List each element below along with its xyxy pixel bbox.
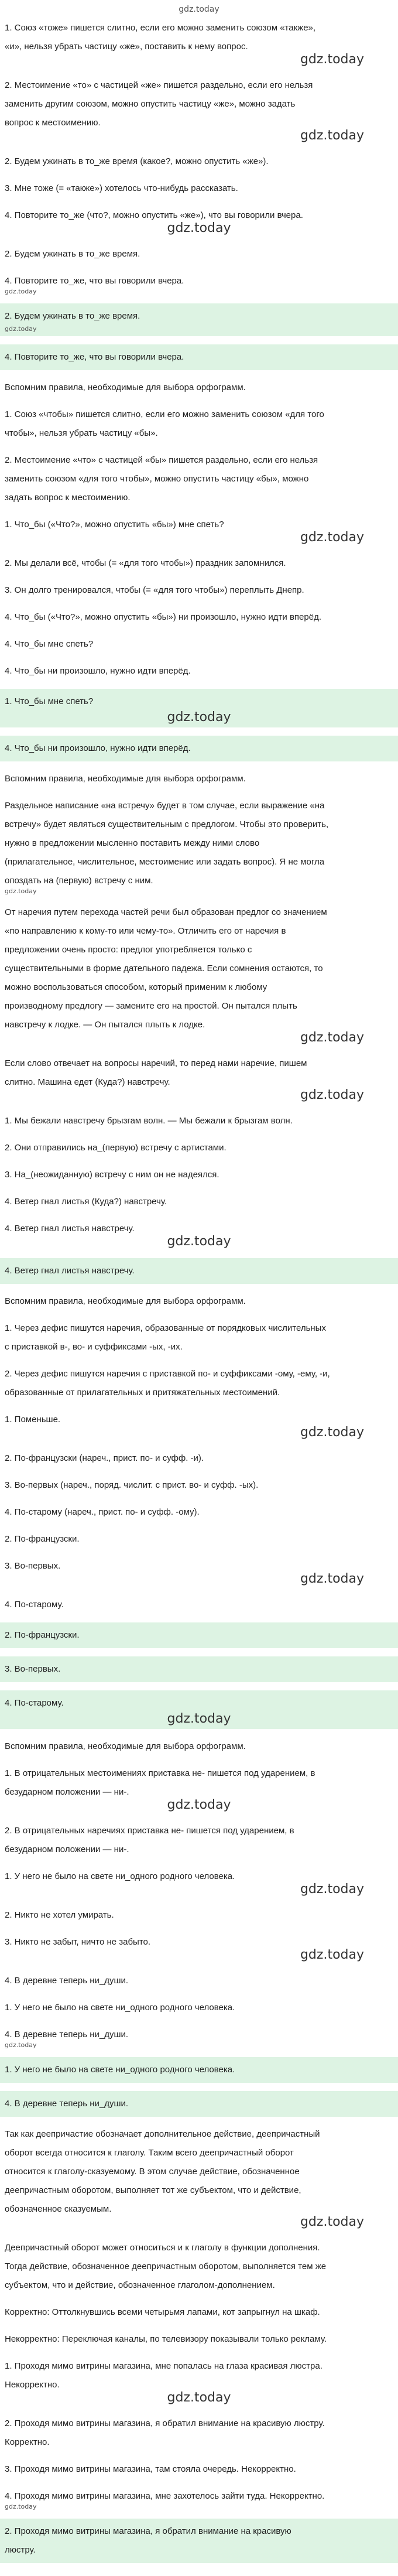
- text-line: 3. Во-первых (нареч., поряд. числит. с прист. во- и суфф. -ых).: [5, 1480, 259, 1490]
- text-line: Раздельное написание «на встречу» будет в том случае, если выражение «на: [5, 801, 325, 811]
- text-line: 4. По-старому (нареч., прист. по- и суфф. -ому).: [5, 1507, 200, 1517]
- text-paragraph: [5, 581, 393, 600]
- text-paragraph: [5, 152, 393, 171]
- text-line: задать вопрос к местоимению.: [5, 493, 131, 503]
- text-paragraph: [5, 770, 393, 788]
- text-line: 4. Повторите то_же, что вы говорили вчера.: [5, 352, 184, 362]
- text-paragraph: [5, 2357, 393, 2406]
- text-line: 1. У него не было на свете ни_одного родного человека.: [5, 1871, 235, 1881]
- watermark: gdz.today: [167, 221, 231, 235]
- text-paragraph: [5, 1503, 393, 1522]
- text-paragraph: [5, 1410, 393, 1441]
- watermark: gdz.today: [300, 1948, 364, 1962]
- text-line: 4. Повторите то_же, что вы говорили вчера.: [5, 276, 184, 286]
- text-line: 1. У него не было на свете ни_одного родного человека.: [5, 2003, 235, 2013]
- watermark: gdz.today: [300, 128, 364, 143]
- text-line: 3. Во-первых.: [5, 1664, 61, 1674]
- text-paragraph: [5, 451, 393, 507]
- watermark: gdz.today: [167, 710, 231, 725]
- text-line: 4. Ветер гнал листья навстречу.: [5, 1224, 135, 1234]
- text-line: 2. Местоимение «то» с частицей «же» пишется раздельно, если его нельзя: [5, 80, 313, 90]
- site-brand[interactable]: gdz.today: [179, 5, 219, 14]
- text-line: 4. Что_бы ни произошло, нужно идти вперёд.: [5, 666, 191, 676]
- text-paragraph: [5, 2239, 393, 2295]
- text-line: Деепричастный оборот может относиться и к глаголу в функции дополнения.: [5, 2243, 320, 2253]
- text-paragraph: [5, 2303, 393, 2322]
- text-line: безударном положении — ни-.: [5, 1787, 129, 1797]
- text-line: «по направлению к кому-то или чему-то». Отличить его от наречия в: [5, 926, 286, 936]
- text-line: обозначенное сказуемым.: [5, 2204, 112, 2214]
- text-paragraph: [5, 1054, 393, 1103]
- answer-block: [0, 1258, 398, 1284]
- text-paragraph: [5, 2125, 393, 2230]
- text-paragraph: [5, 515, 393, 546]
- text-line: 1. Поменьше.: [5, 1415, 61, 1424]
- text-line: 2. По-французски.: [5, 1534, 80, 1544]
- text-line: Некорректно: Переключая каналы, по телевизору показывали только рекламу.: [5, 2334, 327, 2344]
- text-line: Корректно.: [5, 2437, 50, 2447]
- text-line: 3. Во-первых.: [5, 1561, 61, 1571]
- text-line: относится к глаголу-сказуемому. В этом случае действие, обозначенное: [5, 2167, 300, 2177]
- answer-block: [0, 2519, 398, 2563]
- text-line: 2. Они отправились на_(первую) встречу с артистами.: [5, 1143, 227, 1153]
- watermark: gdz.today: [300, 1088, 364, 1102]
- text-paragraph: [5, 272, 393, 295]
- text-paragraph: [5, 405, 393, 443]
- text-paragraph: [5, 903, 393, 1046]
- text-line: Корректно: Оттолкнувшись всеми четырьмя лапами, кот запрыгнул на шкаф.: [5, 2307, 320, 2317]
- text-line: От наречия путем перехода частей речи был образован предлог со значением: [5, 907, 327, 917]
- text-line: 4. Что_бы мне спеть?: [5, 639, 94, 649]
- text-line: Вспомним правила, необходимые для выбора орфограмм.: [5, 382, 246, 392]
- watermark: gdz.today: [5, 2041, 37, 2049]
- text-line: 3. Проходя мимо витрины магазина, там стояла очередь. Некорректно.: [5, 2464, 296, 2474]
- text-line: существительными в форме дательного падежа. Если сомнения остаются, то: [5, 964, 323, 973]
- text-line: 4. Что_бы («Что?», можно опустить «бы») ни произошло, нужно идти вперёд.: [5, 612, 321, 622]
- answer-block: [0, 736, 398, 761]
- watermark: gdz.today: [5, 2503, 37, 2510]
- text-line: (прилагательное, числительное, местоимение или задать вопрос). Я не могла: [5, 857, 325, 867]
- watermark: gdz.today: [167, 1234, 231, 1249]
- text-paragraph: [5, 1166, 393, 1184]
- text-line: 4. В деревне теперь ни_души.: [5, 2030, 129, 2039]
- answer-block: [0, 344, 398, 370]
- text-paragraph: [5, 1737, 393, 1756]
- text-line: 3. Он долго тренировался, чтобы (= «для того чтобы») переплыть Днепр.: [5, 585, 304, 595]
- text-line: 1. Что_бы мне спеть?: [5, 696, 94, 706]
- text-line: 1. Союз «тоже» пишется слитно, если его можно заменить союзом «также»,: [5, 23, 316, 33]
- text-paragraph: [5, 245, 393, 264]
- text-line: заменить другим союзом, можно опустить частицу «же», можно задать: [5, 99, 296, 109]
- text-line: оборот всегда относится к глаголу. Таким всего деепричастный оборот: [5, 2148, 294, 2158]
- text-line: 3. Никто не забыт, ничто не забыто.: [5, 1937, 151, 1947]
- text-paragraph: [5, 1998, 393, 2017]
- text-line: 4. По-старому.: [5, 1600, 64, 1610]
- watermark: gdz.today: [300, 2215, 364, 2229]
- text-paragraph: [5, 608, 393, 627]
- watermark: gdz.today: [300, 1882, 364, 1897]
- text-paragraph: [5, 554, 393, 573]
- text-line: 2. Никто не хотел умирать.: [5, 1910, 114, 1920]
- answer-block: [0, 2091, 398, 2117]
- watermark: gdz.today: [300, 1425, 364, 1440]
- text-paragraph: [5, 635, 393, 654]
- watermark: gdz.today: [5, 288, 37, 295]
- text-paragraph: [5, 2487, 393, 2510]
- text-line: Вспомним правила, необходимые для выбора орфограмм.: [5, 1296, 246, 1306]
- text-line: 1. Что_бы («Что?», можно опустить «бы») мне спеть?: [5, 520, 224, 529]
- text-line: 2. Будем ужинать в то_же время.: [5, 311, 140, 321]
- text-line: производному предлогу — замените его на простой. Он пытался плыть: [5, 1001, 297, 1011]
- text-paragraph: [5, 2460, 393, 2479]
- watermark: gdz.today: [300, 52, 364, 67]
- text-line: 1. У него не было на свете ни_одного родного человека.: [5, 2065, 235, 2075]
- watermark: gdz.today: [167, 1798, 231, 1812]
- text-line: 1. В отрицательных местоимениях приставка не- пишется под ударением, в: [5, 1768, 315, 1778]
- text-line: субъектом, что и действие, обозначенное глаголом-дополнением.: [5, 2280, 275, 2290]
- answer-block: [0, 1622, 398, 1648]
- text-paragraph: [5, 1906, 393, 1925]
- text-line: 3. Мне тоже (= «также») хотелось что-нибудь рассказать.: [5, 183, 238, 193]
- text-paragraph: [5, 1867, 393, 1898]
- text-line: образованные от прилагательных и притяжательных местоимений.: [5, 1388, 280, 1398]
- text-line: 2. Проходя мимо витрины магазина, я обратил внимание на красивую: [5, 2526, 291, 2536]
- text-line: 4. По-старому.: [5, 1698, 64, 1708]
- text-line: 1. Мы бежали навстречу брызгам волн. — Мы бежали к брызгам волн.: [5, 1116, 293, 1126]
- text-paragraph: [5, 1112, 393, 1130]
- text-line: заменить союзом «для того чтобы», можно опустить частицу «бы», можно: [5, 474, 309, 484]
- text-line: предложении очень просто: предлог употребляется только с: [5, 945, 252, 955]
- text-line: 2. По-французски.: [5, 1630, 80, 1640]
- text-paragraph: [5, 1193, 393, 1211]
- text-line: 4. Что_бы ни произошло, нужно идти вперёд.: [5, 743, 191, 753]
- text-line: 1. Союз «чтобы» пишется слитно, если его можно заменить союзом «для того: [5, 409, 324, 419]
- text-line: Так как деепричастие обозначает дополнительное действие, деепричастный: [5, 2129, 320, 2139]
- watermark: gdz.today: [167, 2390, 231, 2405]
- text-line: 4. Ветер гнал листья (Куда?) навстречу.: [5, 1197, 167, 1207]
- text-line: встречу» будет являться существительным с предлогом. Чтобы это проверить,: [5, 819, 329, 829]
- text-paragraph: [5, 1219, 393, 1250]
- text-line: Вспомним правила, необходимые для выбора орфограмм.: [5, 774, 246, 784]
- text-line: Если слово отвечает на вопросы наречий, то перед нами наречие, пишем: [5, 1058, 307, 1068]
- watermark: gdz.today: [5, 325, 37, 333]
- text-paragraph: [5, 1822, 393, 1859]
- text-line: деепричастным оборотом, выполняет тот же субъектом, что и действие,: [5, 2185, 301, 2195]
- answer-block: [0, 303, 398, 336]
- text-line: можно воспользоваться способом, который применим к любому: [5, 982, 267, 992]
- text-line: 4. В деревне теперь ни_души.: [5, 2099, 129, 2109]
- text-paragraph: [5, 378, 393, 397]
- text-paragraph: [5, 797, 393, 895]
- text-paragraph: [5, 19, 393, 68]
- text-line: 2. В отрицательных наречиях приставка не- пишется под ударением, в: [5, 1826, 294, 1836]
- text-line: 2. Местоимение «что» с частицей «бы» пишется раздельно, если его нельзя: [5, 455, 318, 465]
- text-paragraph: [5, 1972, 393, 1990]
- text-line: 2. По-французски (нареч., прист. по- и суфф. -и).: [5, 1453, 204, 1463]
- text-line: 2. Будем ужинать в то_же время.: [5, 249, 140, 259]
- text-line: 2. Мы делали всё, чтобы (= «для того чтобы») праздник запомнился.: [5, 558, 286, 568]
- answer-block: [0, 2057, 398, 2083]
- text-line: люстру.: [5, 2545, 36, 2555]
- text-paragraph: [5, 662, 393, 681]
- text-line: слитно. Машина едет (Куда?) навстречу.: [5, 1077, 170, 1087]
- text-line: 4. Повторите то_же (что?, можно опустить «же»), что вы говорили вчера.: [5, 210, 303, 220]
- answer-block: [0, 689, 398, 727]
- text-line: 2. Через дефис пишутся наречия с приставкой по- и суффиксами -ому, -ему, -и,: [5, 1369, 330, 1379]
- solution-content: [0, 19, 398, 2576]
- text-line: 4. В деревне теперь ни_души.: [5, 1976, 129, 1986]
- text-paragraph: [5, 1139, 393, 1157]
- text-paragraph: [5, 1557, 393, 1587]
- text-paragraph: [5, 2330, 393, 2349]
- watermark: gdz.today: [167, 1711, 231, 1726]
- text-paragraph: [5, 1530, 393, 1549]
- text-paragraph: [5, 2025, 393, 2049]
- answer-block: [0, 1690, 398, 1729]
- text-line: опоздать на (первую) встречу с ним.: [5, 876, 153, 886]
- text-line: 4. Проходя мимо витрины магазина, мне захотелось зайти туда. Некорректно.: [5, 2491, 325, 2501]
- watermark: gdz.today: [300, 1030, 364, 1045]
- text-paragraph: [5, 1292, 393, 1311]
- text-paragraph: [5, 1596, 393, 1614]
- text-line: Некорректно.: [5, 2380, 60, 2390]
- text-paragraph: [5, 1476, 393, 1495]
- text-paragraph: [5, 1365, 393, 1402]
- watermark: gdz.today: [300, 530, 364, 545]
- text-line: «и», нельзя убрать частицу «же», поставить к нему вопрос.: [5, 42, 248, 52]
- text-line: безударном положении — ни-.: [5, 1844, 129, 1854]
- text-line: 4. Ветер гнал листья навстречу.: [5, 1266, 135, 1276]
- text-line: нужно в предложении мысленно поставить между ними слово: [5, 838, 260, 848]
- watermark: gdz.today: [5, 887, 37, 895]
- text-line: 3. На_(неожиданную) встречу с ним он не надеялся.: [5, 1170, 219, 1180]
- text-line: 2. Проходя мимо витрины магазина, я обратил внимание на красивую люстру.: [5, 2418, 325, 2428]
- text-line: навстречу к лодке. — Он пытался плыть к лодке.: [5, 1020, 205, 1030]
- text-paragraph: [5, 1933, 393, 1963]
- text-line: вопрос к местоимению.: [5, 118, 101, 128]
- text-line: Тогда действие, обозначенное деепричастным оборотом, выполняется тем же: [5, 2261, 327, 2271]
- text-paragraph: [5, 1764, 393, 1813]
- text-line: 1. Проходя мимо витрины магазина, мне попалась на глаза красивая люстра.: [5, 2361, 322, 2371]
- text-paragraph: [5, 206, 393, 237]
- answer-block: [0, 1656, 398, 1682]
- text-paragraph: [5, 1449, 393, 1468]
- text-paragraph: [5, 76, 393, 144]
- text-paragraph: [5, 179, 393, 198]
- watermark: gdz.today: [300, 1571, 364, 1586]
- text-line: 1. Через дефис пишутся наречия, образованные от порядковых числительных: [5, 1323, 326, 1333]
- text-line: Вспомним правила, необходимые для выбора орфограмм.: [5, 1741, 246, 1751]
- text-line: чтобы», нельзя убрать частицу «бы».: [5, 428, 158, 438]
- text-paragraph: [5, 1319, 393, 1357]
- text-paragraph: [5, 2414, 393, 2452]
- text-line: 2. Будем ужинать в то_же время (какое?, можно опустить «же»).: [5, 156, 269, 166]
- text-line: с приставкой в-, во- и суффиксами -ых, -их.: [5, 1342, 183, 1352]
